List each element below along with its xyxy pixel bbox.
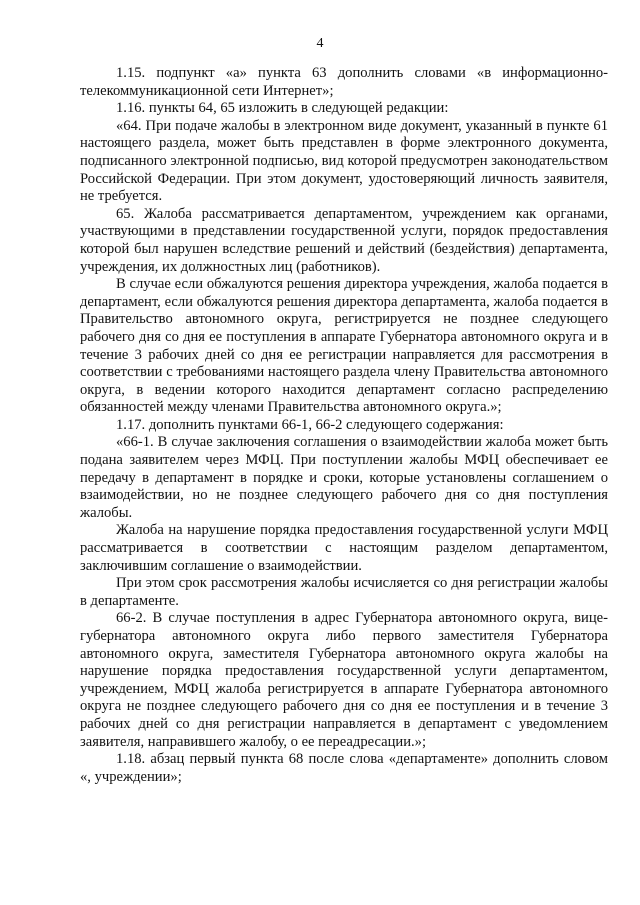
paragraph-66-1-term: При этом срок рассмотрения жалобы исчисляется со дня регистрации жалобы в департаменте.: [80, 575, 608, 609]
paragraph-1-16: 1.16. пункты 64, 65 изложить в следующей редакции:: [116, 100, 449, 117]
paragraph-66-1: «66-1. В случае заключения соглашения о взаимодействии жалоба может быть подана заявителем через МФЦ. При поступлении жалобы МФЦ обеспечивает ее передачу в департамент в порядке и сроки, которые установлены соглашением о взаимодействии, но не позднее следующего рабочего дня со дня поступления жалобы.: [80, 434, 608, 521]
paragraph-66-1-mfc: Жалоба на нарушение порядка предоставления государственной услуги МФЦ рассматривается в соответствии с настоящим разделом департаментом, заключившим соглашение о взаимодействии.: [80, 522, 608, 574]
paragraph-1-17: 1.17. дополнить пунктами 66-1, 66-2 следующего содержания:: [116, 416, 504, 433]
paragraph-66-2: 66-2. В случае поступления в адрес Губернатора автономного округа, вице-губернатора автономного округа либо первого заместителя Губернатора автономного округа, заместителя Губернатора автономного округа жалобы на нарушение порядка предоставления государственной услуги департаментом, учреждением, МФЦ жалоба регистрируется в аппарате Губернатора автономного округа не позднее следующего рабочего дня со дня ее поступления и в течение 3 рабочих дней со дня регистрации направляется в департамент с уведомлением заявителя, направившего жалобу, о ее переадресации.»;: [80, 610, 608, 750]
paragraph-65-continued: В случае если обжалуются решения директора учреждения, жалоба подается в департамент, если обжалуются решения директора департамента, жалоба подается в Правительство автономного округа, регистрируется не позднее следующего рабочего дня со дня ее поступления в аппарате Губернатора автономного округа и в течение 3 рабочих дней со дня ее регистрации направляется для рассмотрения в соответствии с требованиями настоящего раздела члену Правительства автономного округа, в ведении которого находится департамент согласно распределению обязанностей между членами Правительства автономного округа.»;: [80, 276, 608, 416]
paragraph-64: «64. При подаче жалобы в электронном виде документ, указанный в пункте 61 настоящего раздела, может быть представлен в форме электронного документа, подписанного электронной подписью, вид которой предусмотрен законодательством Российской Федерации. При этом документ, удостоверяющий личность заявителя, не требуется.: [80, 117, 608, 205]
paragraph-1-18: 1.18. абзац первый пункта 68 после слова «департаменте» дополнить словом «, учреждении»;: [80, 751, 608, 785]
document-body: [80, 65, 608, 786]
paragraph-1-15: 1.15. подпункт «а» пункта 63 дополнить словами «в информационно-телекоммуникационной сети Интернет»;: [80, 65, 608, 99]
paragraph-65: 65. Жалоба рассматривается департаментом, учреждением как органами, участвующими в представлении государственной услуги, порядок предоставления которой был нарушен вследствие решений и действий (бездействия) департамента, учреждения, их должностных лиц (работников).: [80, 205, 608, 275]
page-number: 4: [316, 36, 324, 51]
